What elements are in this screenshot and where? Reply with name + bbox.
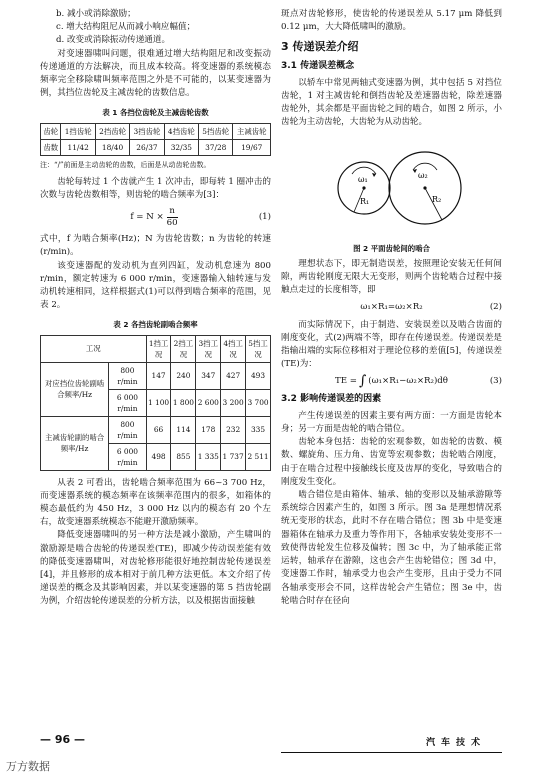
left-column xyxy=(40,8,271,609)
table-cell: 37/28 xyxy=(199,139,233,155)
table-cell: 2 511 xyxy=(246,443,271,470)
watermark: 万方数据 xyxy=(6,760,50,773)
table-cell: 1 100 xyxy=(146,389,171,416)
paragraph: 对变速器啸叫问题，很难通过增大结构阻尼和改变振动传递通道的方法解决，而且成本较高。将变速器的系统模态频率完全移除啸叫频率范围之外是不可能的，以某变速器为例，其挡位齿轮及主减齿轮的齿数信息。 xyxy=(40,48,271,99)
table1-caption: 表 1 各挡位齿轮及主减齿轮齿数 xyxy=(102,108,209,118)
table-header: 齿轮 xyxy=(41,123,61,139)
list-item: c. 增大结构阻尼从而减小响应幅值； xyxy=(56,22,196,33)
table1 xyxy=(40,123,271,156)
paragraph: 而实际情况下，由于制造、安装误差以及啮合齿面的刚度变化，式(2)两端不等，即存在传递误差。传递误差是指输出端的实际位移相对于理论位移的差值[5]，传递误差(TE)为： xyxy=(281,319,502,370)
label-w2: ω₂ xyxy=(417,170,428,180)
table-cell: 178 xyxy=(196,416,221,443)
table-cell: 2 600 xyxy=(196,389,221,416)
table-cell: 18/40 xyxy=(95,139,129,155)
table-cell: 66 xyxy=(146,416,171,443)
table-cell: 335 xyxy=(246,416,271,443)
label-w1: ω₁ xyxy=(357,174,368,184)
table-cell: 1 737 xyxy=(221,443,246,470)
table-header: 1挡齿轮 xyxy=(61,123,95,139)
table-speed: 800 r/min xyxy=(109,362,146,389)
table-group-label: 主减齿轮副的啮合频率/Hz xyxy=(41,416,109,470)
gear-mesh-diagram xyxy=(292,136,492,236)
measure-list xyxy=(40,8,271,48)
table2 xyxy=(40,335,271,471)
table-cell: 114 xyxy=(171,416,196,443)
table-cell: 427 xyxy=(221,362,246,389)
table-cell: 1 335 xyxy=(196,443,221,470)
paragraph: 啮合错位是由箱体、轴承、轴的变形以及轴承游隙等系统综合因素产生的，如图 3 所示。图 3a 是理想情况系统无变形的状态，此时不存在啮合错位；图 3b 中是变速器箱体在轴承力及重力等作用下，各轴承安装处变形不一致使得齿轮发生位移及偏转；图 3c 中，为了轴承能正常运转，轴承存在游隙，这也会产生齿轮错位；图 3d 中，变速器工作时，轴承受力也会产生变形，且由于受力不同各轴承变形会不同，这样齿轮会产生错位；图 3e 中，齿轮啮合时存在径向 xyxy=(281,490,502,606)
equation-lhs: TE = xyxy=(335,376,357,387)
equation-1 xyxy=(40,206,271,229)
table-cell: 498 xyxy=(146,443,171,470)
equation-number: (1) xyxy=(258,212,271,223)
table-cell: 855 xyxy=(171,443,196,470)
paragraph: 斑点对齿轮修形，使齿轮的传递误差从 5.17 μm 降低到 0.12 μm，大大降低啸叫的激励。 xyxy=(281,9,502,33)
paragraph: 该变速器配的发动机为直列四缸，发动机怠速为 800 r/min，额定转速为 6 000 r/min，变速器输入轴转速与发动机转速相同，这样根据式(1)可以得到啮合频率的范围，见表 2。 xyxy=(40,260,271,311)
integral-icon: ∫ xyxy=(358,373,367,390)
equation-lhs: f = N × xyxy=(130,212,164,223)
equation-number: (2) xyxy=(489,302,502,313)
subsection-heading: 3.1 传递误差概念 xyxy=(281,60,355,71)
equation-fraction xyxy=(167,206,178,229)
paragraph: 产生传递误差的因素主要有两方面：一方面是齿轮本身；另一方面是齿轮的啮合错位。 xyxy=(281,410,502,435)
rotation-arrow-icon xyxy=(413,163,437,170)
paragraph: 从表 2 可看出，齿轮啮合频率范围为 66~3 700 Hz，而变速器系统的模态频率在该频率范围内的很多，如箱体的模态最低约为 450 Hz，3 000 Hz 以内的模态有 20 个左右，故变速器系统模态不能避开激励频率。 xyxy=(40,477,271,528)
paragraph: 降低变速器啸叫的另一种方法是减小激励，产生啸叫的激励源是啮合齿轮的传递误差(TE)，即减少传动误差能有效的降低变速器啸叫，对齿轮修形能很好地控制齿轮传递误差[4]，并且修形的成本相对于前几种方法更低。本文介绍了传递误差的概念及其影响因素，并以某变速器的第 5 挡齿轮副为例，介绍齿轮传递误差的分析方法，以及根据齿面接触 xyxy=(40,530,271,607)
table-header: 工况 xyxy=(41,335,147,362)
table-header: 5挡齿轮 xyxy=(199,123,233,139)
table-speed: 800 r/min xyxy=(109,416,146,443)
table-cell: 147 xyxy=(146,362,171,389)
table1-note: 注：“/”前面是主动齿轮的齿数，后面是从动齿轮齿数。 xyxy=(40,160,211,169)
table-header: 2挡工况 xyxy=(171,335,196,362)
rotation-arrow-icon xyxy=(352,167,376,174)
paragraph: 齿轮本身包括：齿轮的宏观参数，如齿轮的齿数、模数、螺旋角、压力角、齿宽等宏观参数；齿轮啮合刚度，由于在啮合过程中接触线长度及齿厚的变化，导致啮合的刚度发生变化。 xyxy=(281,437,502,487)
table-cell: 26/37 xyxy=(130,139,164,155)
page-number: — 96 — xyxy=(40,733,85,746)
table-cell: 19/67 xyxy=(233,139,271,155)
table-header: 5挡工况 xyxy=(246,335,271,362)
table-header: 主减齿轮 xyxy=(233,123,271,139)
journal-name: 汽车技术 xyxy=(426,738,487,748)
table-cell: 3 200 xyxy=(221,389,246,416)
list-item: d. 改变或消除振动传递通道。 xyxy=(56,35,171,46)
label-r1: R₁ xyxy=(359,196,369,206)
equation-body: (ω₁×R₁−ω₂×R₂)dθ xyxy=(368,376,448,387)
table-cell: 32/35 xyxy=(164,139,198,155)
paragraph: 理想状态下，即无制造误差，按照理论安装无任何间隙，两齿轮刚度无限大无变形，则两个齿轮啮合过程中接触点走过的长度相等，即 xyxy=(281,258,502,296)
footer-divider xyxy=(281,752,502,753)
table-header: 2挡齿轮 xyxy=(95,123,129,139)
table-cell: 232 xyxy=(221,416,246,443)
table-cell: 1 800 xyxy=(171,389,196,416)
right-column xyxy=(281,8,502,608)
table-cell: 240 xyxy=(171,362,196,389)
list-item: b. 减小或消除激励； xyxy=(56,9,136,19)
section-heading: 3 传递误差介绍 xyxy=(281,40,359,54)
fraction-numerator: n xyxy=(169,206,175,217)
equation-number: (3) xyxy=(489,376,502,387)
equation-2 xyxy=(281,301,502,314)
table2-caption: 表 2 各挡齿轮副啮合频率 xyxy=(113,320,198,330)
equation-3 xyxy=(281,375,502,388)
paragraph: 以轿车中常见两轴式变速器为例，其中包括 5 对挡位齿轮，1 对主减齿轮和倒挡齿轮及差速器齿轮，除差速器齿轮外，其余都是平面齿轮之间的啮合，如图 2 所示，小齿轮为主动齿轮，大齿轮为从动齿轮。 xyxy=(281,77,502,128)
table-speed: 6 000 r/min xyxy=(109,443,146,470)
table-header: 4挡齿轮 xyxy=(164,123,198,139)
table-header: 3挡工况 xyxy=(196,335,221,362)
label-r2: R₂ xyxy=(431,194,441,204)
table-cell: 493 xyxy=(246,362,271,389)
equation-body: ω₁×R₁=ω₂×R₂ xyxy=(360,302,423,313)
paragraph: 齿轮每转过 1 个齿就产生 1 次冲击，即每转 1 圈冲击的次数与齿轮齿数相等，则齿轮的啮合频率为[3]： xyxy=(40,176,271,201)
table-header: 4挡工况 xyxy=(221,335,246,362)
table-header: 1挡工况 xyxy=(146,335,171,362)
fraction-denominator: 60 xyxy=(166,218,178,229)
figure-2 xyxy=(281,136,502,236)
table-group-label: 对应挡位齿轮副啮合频率/Hz xyxy=(41,362,109,416)
table-header: 3挡齿轮 xyxy=(130,123,164,139)
table-cell: 11/42 xyxy=(61,139,95,155)
table-cell: 3 700 xyxy=(246,389,271,416)
table-cell: 347 xyxy=(196,362,221,389)
table-row-label: 齿数 xyxy=(41,139,61,155)
table-speed: 6 000 r/min xyxy=(109,389,146,416)
figure-2-caption: 图 2 平面齿轮间的啮合 xyxy=(353,243,430,253)
subsection-heading: 3.2 影响传递误差的因素 xyxy=(281,393,382,404)
paragraph: 式中，f 为啮合频率(Hz)；N 为齿轮齿数；n 为齿轮的转速(r/min)。 xyxy=(40,234,271,258)
